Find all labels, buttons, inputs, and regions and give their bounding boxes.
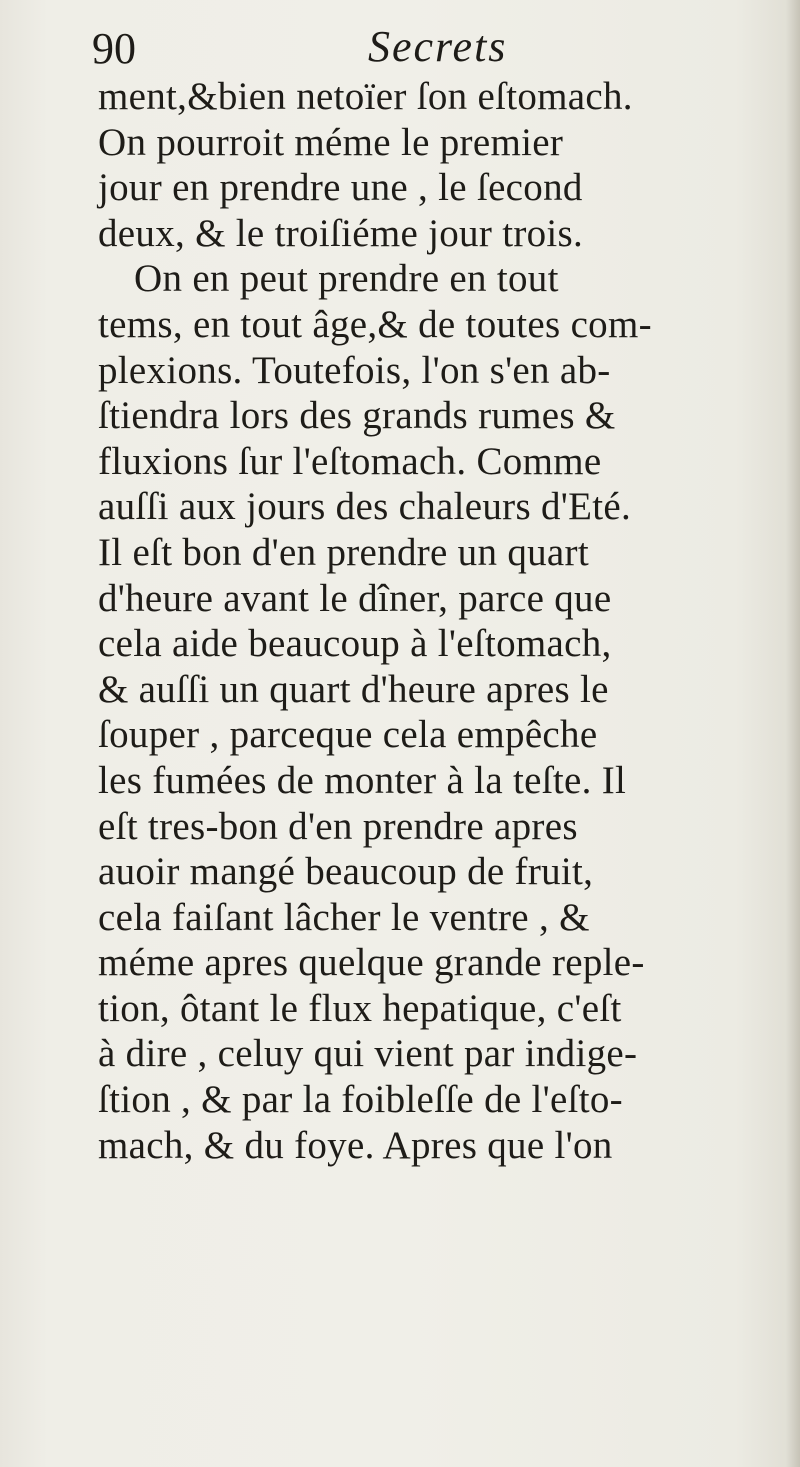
text-line: tion, ôtant le flux hepatique, c'eſt <box>98 986 622 1030</box>
text-line: deux, & le troiſiéme jour trois. <box>98 211 584 255</box>
text-line: eſt tres-bon d'en prendre apres <box>98 804 578 848</box>
text-line: cela faiſant lâcher le ventre , & <box>98 895 590 939</box>
text-line: & auſſi un quart d'heure apres le <box>98 667 609 711</box>
text-line: On pourroit méme le premier <box>98 120 564 164</box>
text-line: les fumées de monter à la teſte. Il <box>98 758 627 802</box>
text-line: tems, en tout âge,& de toutes com- <box>98 302 652 346</box>
running-head: Secrets <box>368 22 508 71</box>
text-line: jour en prendre une , le ſecond <box>98 166 583 210</box>
text-line: ſtiendra lors des grands rumes & <box>98 394 616 438</box>
text-line: mach, & du foye. Apres que l'on <box>98 1123 613 1167</box>
text-line: ſtion , & par la foibleſſe de l'eſto- <box>98 1078 623 1122</box>
text-line: Il eſt bon d'en prendre un quart <box>98 530 589 574</box>
text-line: d'heure avant le dîner, parce que <box>98 576 612 620</box>
text-line: à dire , celuy qui vient par indige- <box>98 1032 638 1076</box>
text-line: auoir mangé beaucoup de fruit, <box>98 850 594 894</box>
text-line: cela aide beaucoup à l'eſtomach, <box>98 622 612 666</box>
page-number: 90 <box>92 24 136 73</box>
text-line: ſouper , parceque cela empêche <box>98 713 598 757</box>
body-text <box>98 74 790 1168</box>
text-line-paragraph-start: On en peut prendre en tout <box>134 257 559 301</box>
text-line: fluxions ſur l'eſtomach. Comme <box>98 439 602 483</box>
text-line: plexions. Toutefois, l'on s'en ab- <box>98 348 611 392</box>
text-line: auſſi aux jours des chaleurs d'Eté. <box>98 485 632 529</box>
text-line: ment,&bien netoïer ſon eſtomach. <box>98 75 633 118</box>
text-line: méme apres quelque grande reple- <box>98 941 645 985</box>
page-header <box>0 18 800 78</box>
